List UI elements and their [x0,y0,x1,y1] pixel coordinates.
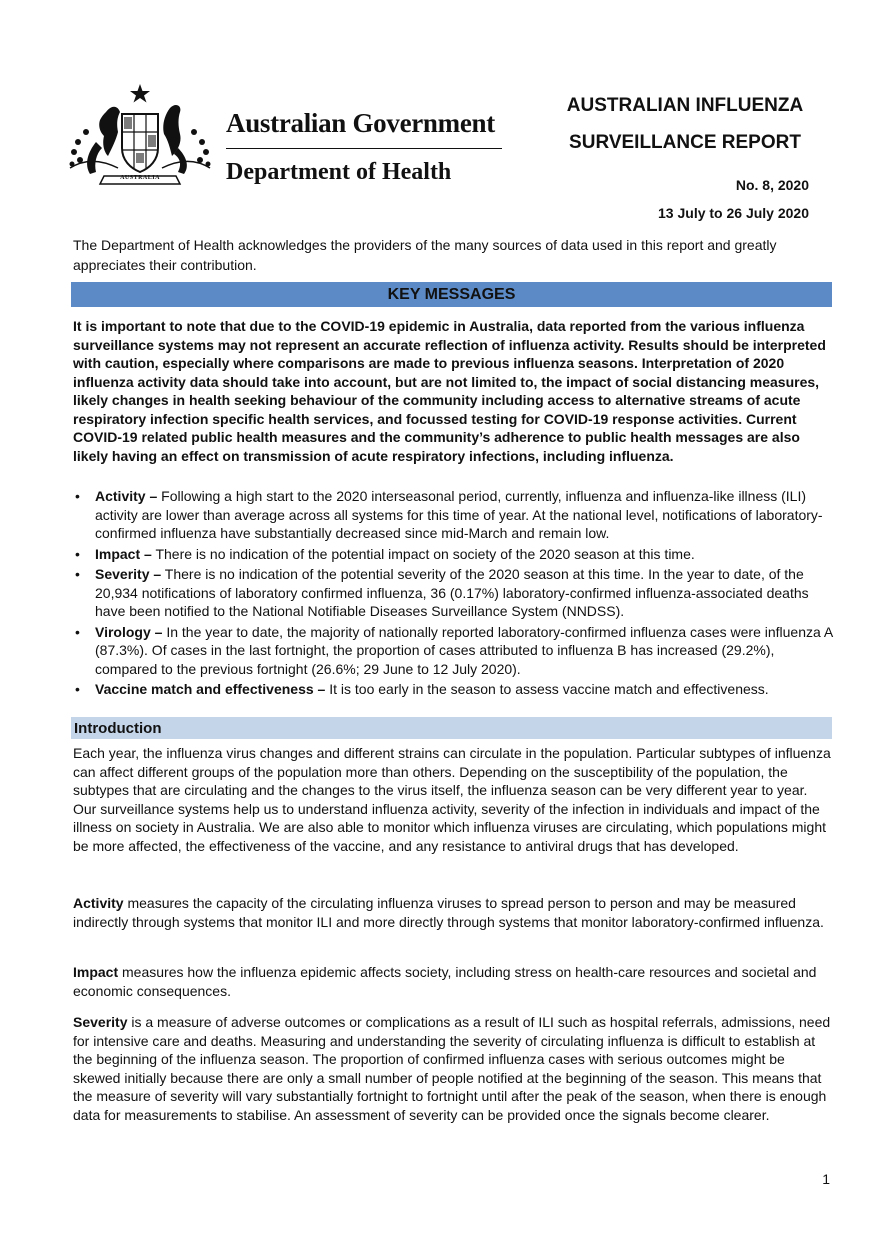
severity-paragraph [73,1013,833,1124]
report-title-line-1: AUSTRALIAN INFLUENZA [566,95,804,116]
bullet-term: Virology – [95,623,163,640]
impact-paragraph [73,963,833,1000]
bullet-icon: • [75,488,80,504]
bullet-icon: • [75,566,80,582]
acknowledgement-text: The Department of Health acknowledges the providers of the many sources of data used in this report and greatly appreciates their contribution. [73,237,777,273]
introduction-heading: Introduction [71,717,832,739]
government-branding [226,108,506,186]
bullet-icon: • [75,681,80,697]
key-messages-heading: KEY MESSAGES [71,282,832,307]
bullet-icon: • [75,623,80,640]
list-item [73,565,835,621]
key-messages-intro: It is important to note that due to the COVID-19 epidemic in Australia, data reported from the various influenza surveillance systems may not represent an accurate reflection of influenza activity. Results should be interpreted with caution, especially where comparisons are made to previous influenza seasons. Interpretation of 2020 influenza activity data should take into account, but are not limited to, the impact of social distancing measures, likely changes in health seeking behaviour of the community including access to alternative streams of acute respiratory infection specific health services, and focussed testing for COVID-19 response activities. Current COVID-19 related public health measures and the community’s adherence to public health messages are also likely having an effect on transmission of acute respiratory infections, including influenza. [73,318,826,464]
paragraph-term: Impact [73,964,119,980]
report-title-line-2: SURVEILLANCE REPORT [569,132,801,153]
report-period: 13 July to 26 July 2020 [658,205,809,221]
bullet-term: Activity – [95,488,158,504]
introduction-paragraph: Each year, the influenza virus changes and different strains can circulate in the population. Particular subtypes of influenza can affect different groups of the population more than others. Depending on the susceptibility of the population, the subtypes that are circulating and the changes to the virus itself, the influenza season can be very different year to year. Our surveillance systems help us to understand influenza activity, severity of the infection in individuals and impact of the illness on society in Australia. We are also able to monitor which influenza viruses are circulating, which populations might be more affected, the effectiveness of the vaccine, and any resistance to antiviral drugs that has developed. [73,745,831,854]
bullet-term: Severity – [95,566,162,582]
paragraph-term: Activity [73,895,124,911]
paragraph-term: Severity [73,1014,128,1030]
bullet-text: In the year to date, the majority of nationally reported laboratory-confirmed influenza cases were influenza A (87.3%). Of cases in the last fortnight, the proportion of cases attributed to influenza B has increased (29.2%), compared to the previous fortnight (26.6%; 29 June to 12 July 2020). [95,623,833,677]
bullet-text: It is too early in the season to assess vaccine match and effectiveness. [325,681,769,697]
bullet-text: There is no indication of the potential impact on society of the 2020 season at this time. [151,545,695,562]
activity-paragraph [73,894,833,931]
government-name: Australian Government [226,108,495,138]
department-name: Department of Health [226,159,452,185]
crest-motto: AUSTRALIA [120,175,160,181]
paragraph-text: measures the capacity of the circulating influenza viruses to spread person to person and may be measured indirectly through systems that monitor ILI and more directly through systems that monitor laboratory-confirmed influenza. [73,895,824,930]
bullet-text: Following a high start to the 2020 interseasonal period, currently, influenza and influenza-like illness (ILI) activity are lower than average across all systems for this time of year. At the national level, notifications of laboratory-confirmed influenza have substantially decreased since mid-March and remain low. [95,488,823,541]
list-item [73,487,835,543]
list-item [73,680,835,699]
report-number: No. 8, 2020 [735,177,809,193]
branding-divider [226,148,502,149]
paragraph-text: is a measure of adverse outcomes or complications as a result of ILI such as hospital referrals, admissions, need for intensive care and deaths. Measuring and understanding the severity of circulating influenza is difficult to establish at the beginning of the influenza season. The proportion of confirmed influenza cases with serious outcomes might be skewed initially because there are only a small number of people notified at the beginning of the season. This means that the measure of severity will vary substantially fortnight to fortnight until after the peak of the season, when there is enough data for measurements to stabilise. An assessment of severity can be provided once the signals become clearer. [73,1014,831,1123]
list-item [73,545,835,564]
page-number: 1 [822,1171,830,1187]
list-item [73,623,835,679]
key-messages-list [73,487,835,701]
bullet-term: Vaccine match and effectiveness – [95,681,326,697]
bullet-icon: • [75,545,80,562]
bullet-term: Impact – [95,545,152,562]
paragraph-text: measures how the influenza epidemic affects society, including stress on health-care resources and societal and economic consequences. [73,964,817,999]
report-title [560,87,810,161]
bullet-text: There is no indication of the potential severity of the 2020 season at this time. In the year to date, of the 20,934 notifications of laboratory confirmed influenza, 36 (0.17%) laboratory-confirmed influenza-associated deaths have been notified to the National Notifiable Diseases Surveillance System (NNDSS). [95,566,809,619]
